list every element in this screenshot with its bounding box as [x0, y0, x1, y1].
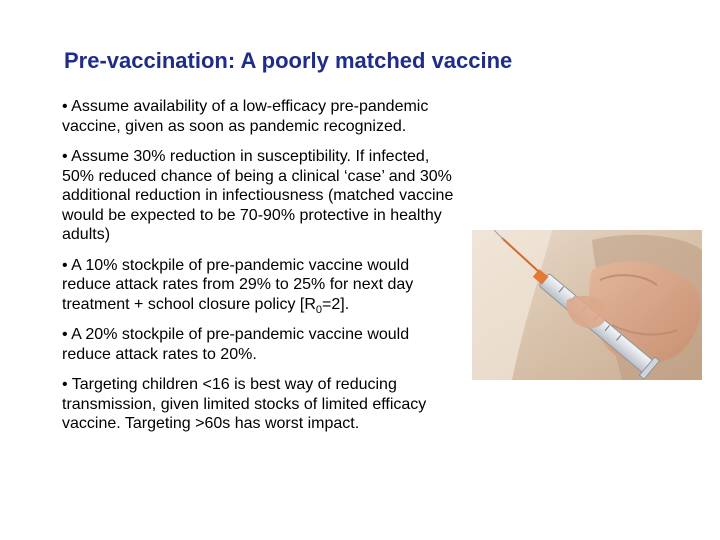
bullet-item-5: • Targeting children <16 is best way of reducing transmission, given limited stocks of limited efficacy vaccine. Targeting >60s has worst impact. — [62, 376, 427, 432]
bullet-item-3-text-before: • A 10% stockpile of pre-pandemic vaccine would reduce attack rates from 29% to 25% for next day treatment + school closure policy [R — [62, 256, 414, 313]
bullet-item-1: • Assume availability of a low-efficacy pre-pandemic vaccine, given as soon as pandemic recognized. — [62, 98, 429, 135]
bullet-item-3-text-after: =2]. — [322, 295, 350, 313]
slide-title: Pre-vaccination: A poorly matched vaccine — [64, 48, 513, 73]
bullet-item-3 — [62, 256, 462, 315]
vaccine-injection-photo — [472, 230, 702, 380]
r0-subscript: 0 — [315, 303, 323, 316]
bullet-item-2: • Assume 30% reduction in susceptibility. If infected, 50% reduced chance of being a clinical ‘case’ and 30% additional reduction in infectiousness (matched vaccine would be expected to be 70-90% protective in healthy adults) — [62, 148, 454, 243]
bullet-item-4: • A 20% stockpile of pre-pandemic vaccine would reduce attack rates to 20%. — [62, 326, 410, 363]
bullet-list — [62, 97, 462, 445]
vaccine-injection-illustration — [472, 230, 702, 380]
